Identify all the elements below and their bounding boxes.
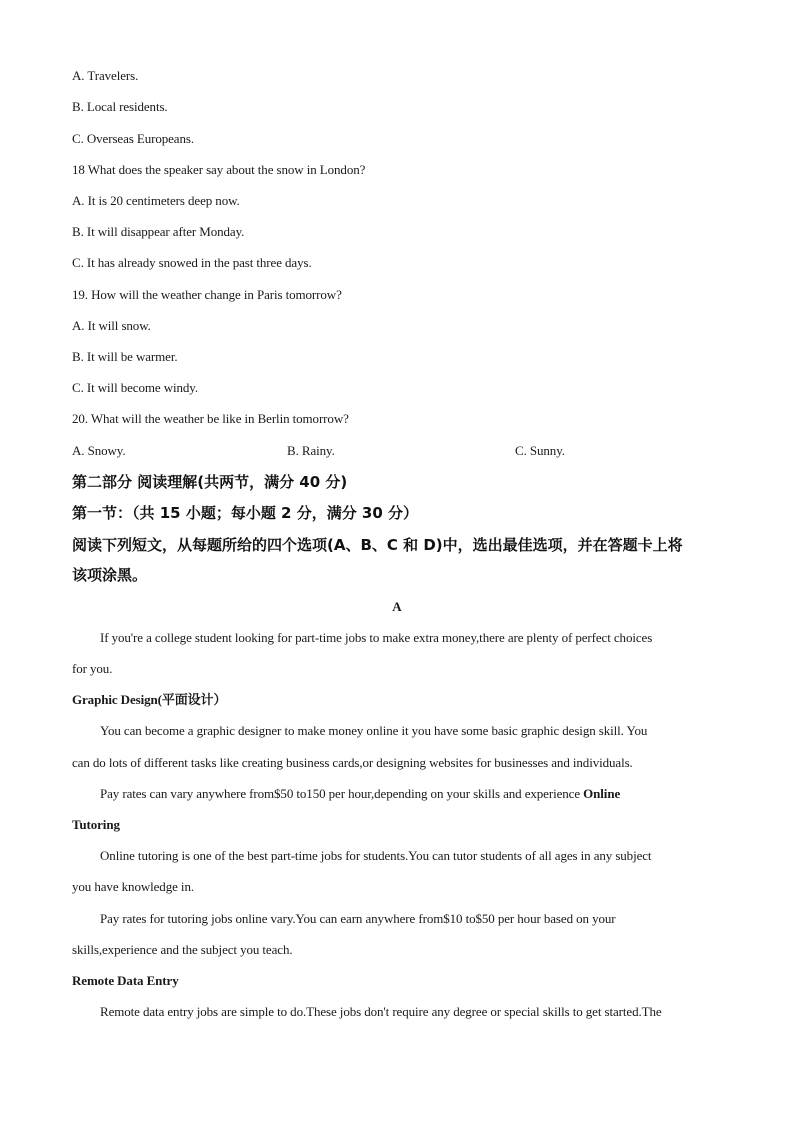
data-entry-heading: Remote Data Entry <box>72 973 179 988</box>
q18-question: 18 What does the speaker say about the snow in London? <box>72 162 366 177</box>
intro-line-1: If you're a college student looking for part-time jobs to make extra money,there are plenty of perfect choices <box>100 630 653 645</box>
q19-option-a: A. It will snow. <box>72 318 151 333</box>
online-tutoring-heading-part1: Online <box>583 786 621 801</box>
q19-question: 19. How will the weather change in Paris tomorrow? <box>72 287 342 302</box>
tutoring-pay-line-2: skills,experience and the subject you teach. <box>72 942 293 957</box>
q19-option-b: B. It will be warmer. <box>72 349 178 364</box>
q18-option-b: B. It will disappear after Monday. <box>72 224 245 239</box>
data-entry-line-1: Remote data entry jobs are simple to do.These jobs don't require any degree or special skills to get started.The <box>100 1004 662 1019</box>
q20-question: 20. What will the weather be like in Berlin tomorrow? <box>72 411 349 426</box>
q17-option-a: A. Travelers. <box>72 68 139 83</box>
part-two-title: 第二部分 阅读理解(共两节，满分 40 分) <box>72 473 348 491</box>
q19-option-c: C. It will become windy. <box>72 380 199 395</box>
q20-option-a: A. Snowy. <box>72 443 126 458</box>
section-one-title: 第一节：（共 15 小题；每小题 2 分，满分 30 分） <box>72 504 419 522</box>
tutoring-pay-line-1: Pay rates for tutoring jobs online vary.You can earn anywhere from$10 to$50 per hour based on your <box>100 911 616 926</box>
q17-option-c: C. Overseas Europeans. <box>72 131 194 146</box>
instructions-line-1: 阅读下列短文，从每题所给的四个选项(A、B、C 和 D)中，选出最佳选项，并在答题卡上将 <box>72 536 683 554</box>
online-tutoring-heading-part2: Tutoring <box>72 817 120 832</box>
q17-option-b: B. Local residents. <box>72 99 168 114</box>
q20-option-c: C. Sunny. <box>515 443 565 458</box>
graphic-pay-line <box>100 785 620 803</box>
q18-option-c: C. It has already snowed in the past three days. <box>72 255 312 270</box>
graphic-design-heading: Graphic Design(平面设计） <box>72 692 227 707</box>
graphic-line-2: can do lots of different tasks like creating business cards,or designing websites for businesses and individuals. <box>72 755 633 770</box>
q20-option-b: B. Rainy. <box>287 443 335 458</box>
graphic-line-1: You can become a graphic designer to make money online it you have some basic graphic design skill. You <box>100 723 648 738</box>
tutoring-line-2: you have knowledge in. <box>72 879 194 894</box>
tutoring-line-1: Online tutoring is one of the best part-time jobs for students.You can tutor students of all ages in any subject <box>100 848 652 863</box>
instructions-line-2: 该项涂黑。 <box>72 566 148 584</box>
graphic-pay-text: Pay rates can vary anywhere from$50 to150 per hour,depending on your skills and experience <box>100 786 580 801</box>
intro-line-2: for you. <box>72 661 113 676</box>
q18-option-a: A. It is 20 centimeters deep now. <box>72 193 240 208</box>
passage-label: A <box>392 599 402 614</box>
